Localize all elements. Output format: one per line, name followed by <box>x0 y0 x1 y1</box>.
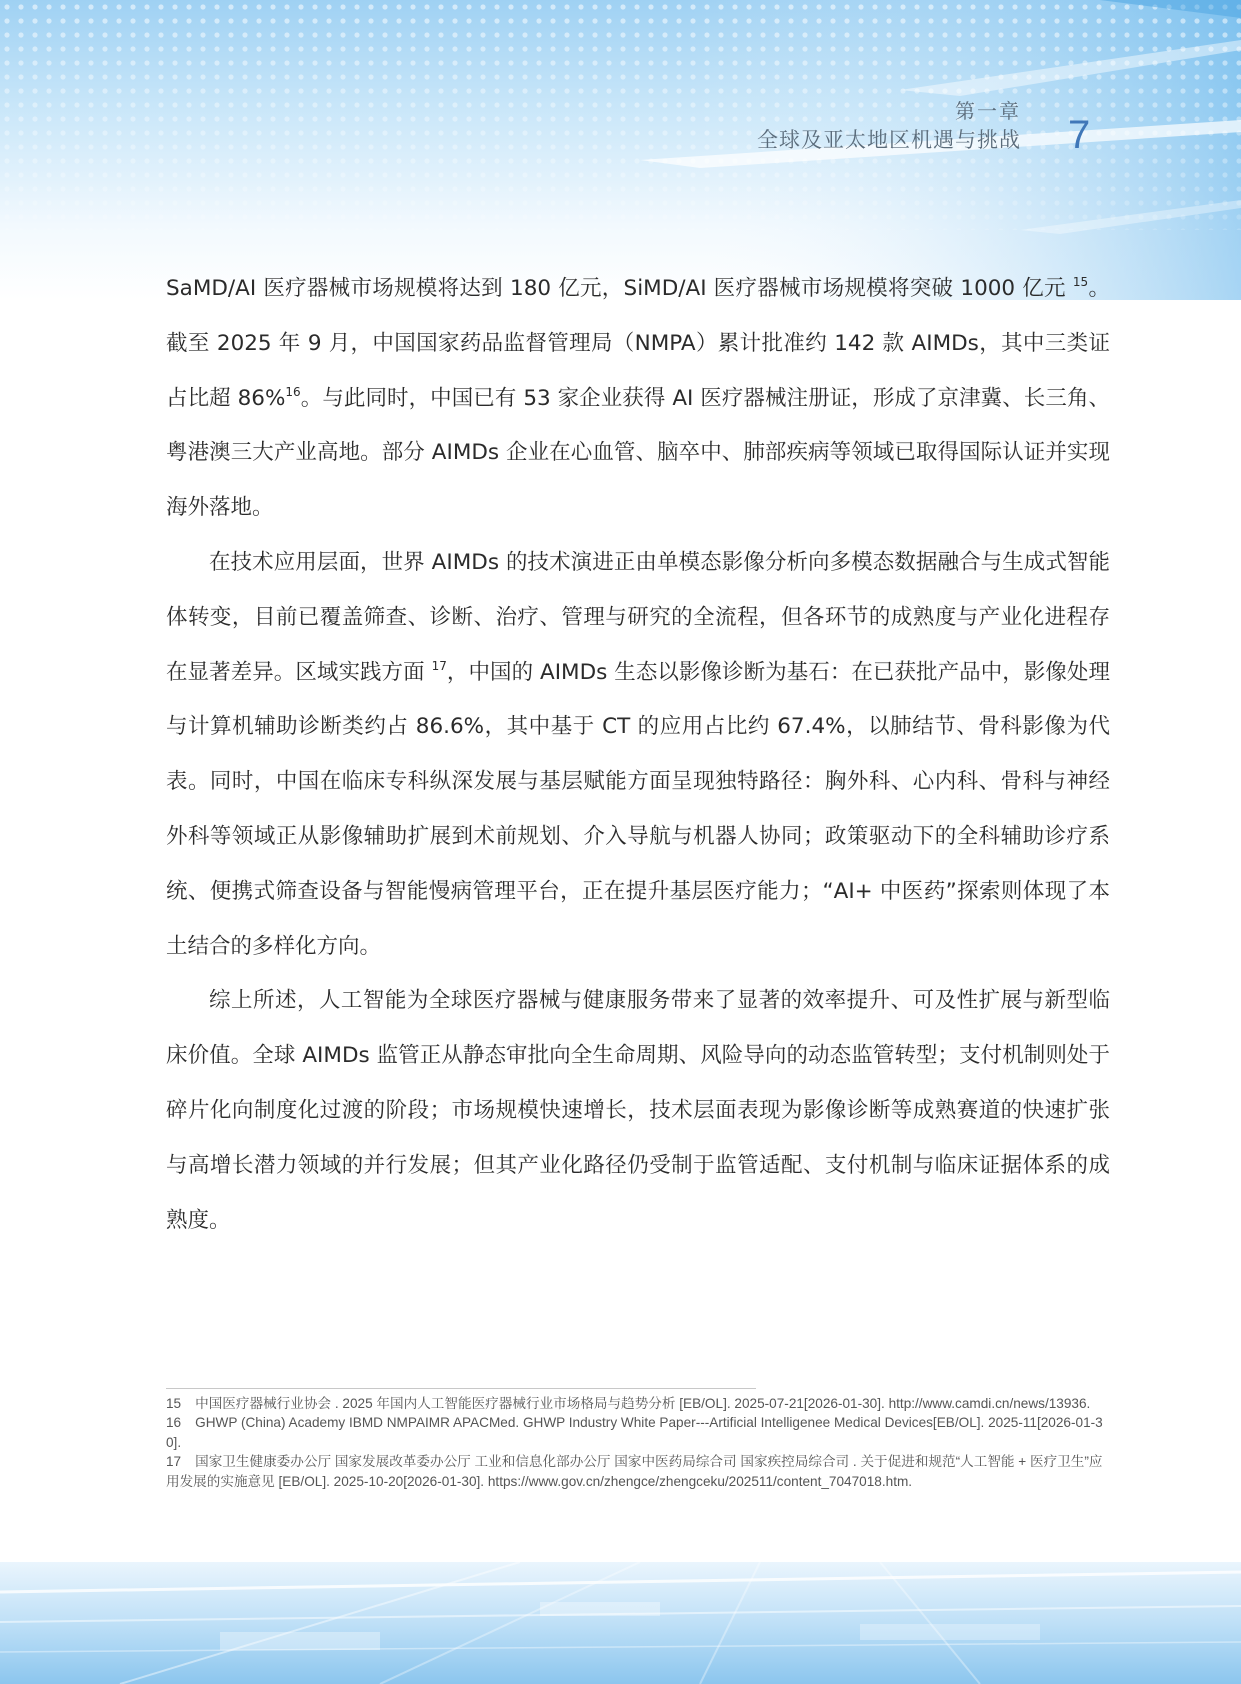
paragraph-1 <box>166 262 1110 536</box>
paragraph-3 <box>166 974 1110 1248</box>
text-run: 综上所述，人工智能为全球医疗器械与健康服务带来了显著的效率提升、可及性扩展与新型临床价值。全球 AIMDs 监管正从静态审批向全生命周期、风险导向的动态监管转型；支付机制则处于碎片化向制度化过渡的阶段；市场规模快速增长，技术层面表现为影像诊断等成熟赛道的快速扩张与高增长潜力领域的并行发展；但其产业化路径仍受制于监管适配、支付机制与临床证据体系的成熟度。 <box>166 988 1110 1233</box>
bottom-band-graphic <box>0 1562 1241 1684</box>
text-run: 。截至 2025 年 9 月，中国国家药品监督管理局（NMPA）累计批准约 142 款 AIMDs，其中三类证占比超 86% <box>166 276 1110 411</box>
paragraph-2 <box>166 536 1110 974</box>
banner-graphic <box>0 0 1241 300</box>
chapter-header <box>757 98 1021 154</box>
footnote-16 <box>166 1413 1110 1452</box>
footnote-17 <box>166 1452 1110 1491</box>
text-run: ，中国的 AIMDs 生态以影像诊断为基石：在已获批产品中，影像处理与计算机辅助诊断类约占 86.6%，其中基于 CT 的应用占比约 67.4%，以肺结节、骨科影像为代表。同时，中国在临床专科纵深发展与基层赋能方面呈现独特路径：胸外科、心内科、骨科与神经外科等领域正从影像辅助扩展到术前规划、介入导航与机器人协同；政策驱动下的全科辅助诊疗系统、便携式筛查设备与智能慢病管理平台，正在提升基层医疗能力；“AI+ 中医药”探索则体现了本土结合的多样化方向。 <box>166 659 1110 959</box>
footnote-text: 中国医疗器械行业协会 . 2025 年国内人工智能医疗器械行业市场格局与趋势分析 [EB/OL]. 2025-07-21[2026-01-30]. http://www.camdi.cn/news/13936. <box>195 1396 1091 1411</box>
text-run: 在技术应用层面，世界 AIMDs 的技术演进正由单模态影像分析向多模态数据融合与生成式智能体转变，目前已覆盖筛查、诊断、治疗、管理与研究的全流程，但各环节的成熟度与产业化进程存在显著差异。区域实践方面 <box>166 549 1110 685</box>
bottom-band <box>0 1562 1241 1684</box>
page-number: 7 <box>1068 113 1091 157</box>
text-run: 。与此同时，中国已有 53 家企业获得 AI 医疗器械注册证，形成了京津冀、长三角、粤港澳三大产业高地。部分 AIMDs 企业在心血管、脑卒中、肺部疾病等领域已取得国际认证并实现海外落地。 <box>166 385 1111 521</box>
footnote-number: 17 <box>166 1454 182 1470</box>
footnote-ref-15: 15 <box>1072 275 1089 289</box>
chapter-title: 全球及亚太地区机遇与挑战 <box>757 128 1021 152</box>
footnote-text: GHWP (China) Academy IBMD NMPAIMR APACMed. GHWP Industry White Paper---Artificial Intelligenee Medical Devices[EB/OL]. 2025-11[2026-01-30]. <box>166 1415 1103 1450</box>
footnote-number: 16 <box>166 1415 182 1431</box>
footnote-15 <box>166 1394 1110 1413</box>
footnote-text: 国家卫生健康委办公厅 国家发展改革委办公厅 工业和信息化部办公厅 国家中医药局综合司 国家疾控局综合司 . 关于促进和规范“人工智能 + 医疗卫生”应用发展的实施意见 [EB/OL]. 2025-10-20[2026-01-30]. https://www.gov.cn/zhengce/zhengceku/202511/content_7047018.htm. <box>166 1454 1103 1489</box>
footnote-ref-16: 16 <box>285 384 301 399</box>
footnote-divider <box>166 1388 756 1389</box>
text-run: SaMD/AI 医疗器械市场规模将达到 180 亿元，SiMD/AI 医疗器械市场规模将突破 1000 亿元 <box>166 276 1073 301</box>
footnote-ref-17: 17 <box>431 658 447 673</box>
footnote-number: 15 <box>166 1396 182 1411</box>
top-banner <box>0 0 1241 300</box>
chapter-label: 第一章 <box>955 99 1021 123</box>
body-text <box>166 262 1110 1248</box>
footnotes <box>166 1394 1110 1491</box>
